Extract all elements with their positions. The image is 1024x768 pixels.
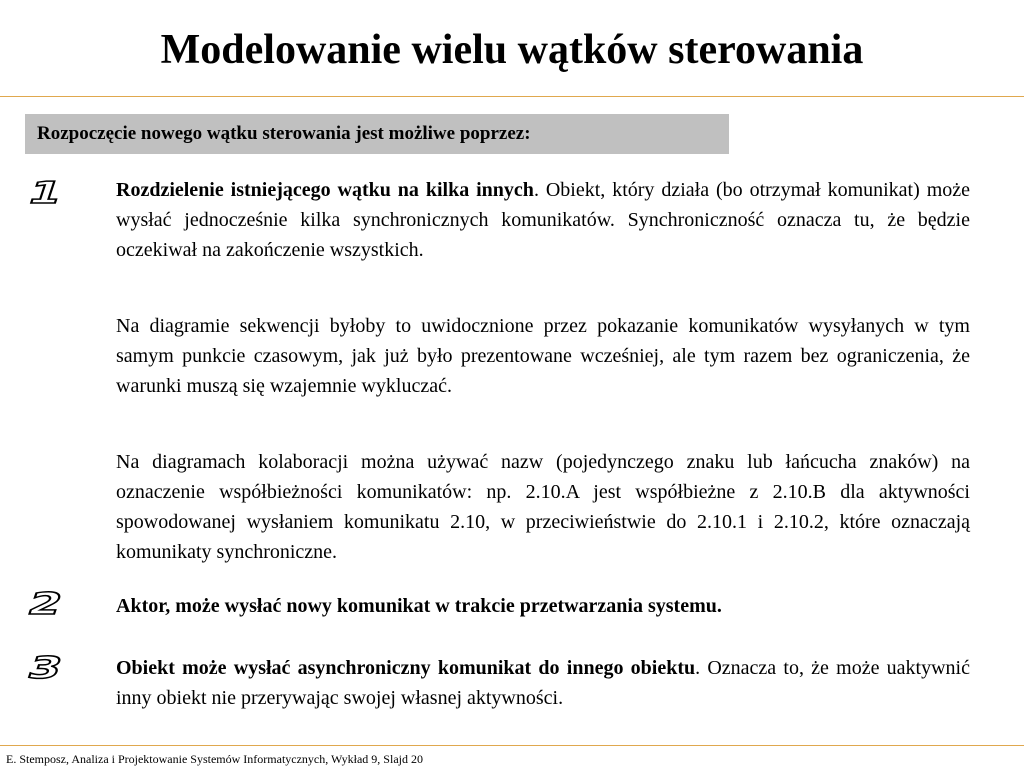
slide-footer: E. Stemposz, Analiza i Projektowanie Systemów Informatycznych, Wykład 9, Slajd 20 xyxy=(6,752,423,766)
item-number-1: 1 xyxy=(23,176,68,211)
item-number-3: 3 xyxy=(23,651,68,686)
item-1-bold: Rozdzielenie istniejącego wątku na kilka innych xyxy=(116,179,534,201)
title-divider xyxy=(0,96,1024,97)
footer-divider xyxy=(0,745,1024,746)
item-2-bold: Aktor, może wysłać nowy komunikat w trakcie przetwarzania systemu. xyxy=(116,595,722,617)
item-number-2: 2 xyxy=(23,587,68,622)
item-1-rest: . Obiekt, który działa (bo otrzymał komunikat) może wysłać jednocześnie kilka synchronicznych komunikatów. Synchroniczność oznacza tu, że będzie oczekiwał na zakończenie wszystkich. xyxy=(116,179,971,261)
paragraph-collaboration-diagram: Na diagramach kolaboracji można używać nazw (pojedynczego znaku lub łańcucha znaków) na oznaczenie współbieżności komunikatów: np. 2.10.A jest współbieżne z 2.10.B dla aktywności spowodowanej wysłaniem komunikatu 2.10, w przeciwieństwie do 2.10.1 i 2.10.2, które oznaczają komunikaty synchroniczne. xyxy=(116,451,970,563)
item-3-rest: . Oznacza to, że może uaktywnić inny obiekt nie przerywając swojej własnej aktywności. xyxy=(116,657,970,709)
item-3-text xyxy=(116,653,970,713)
item-1-text xyxy=(116,175,970,265)
slide-title: Modelowanie wielu wątków sterowania xyxy=(160,27,864,73)
paragraph-sequence-diagram: Na diagramie sekwencji byłoby to uwidocznione przez pokazanie komunikatów wysyłanych w tym samym punkcie czasowym, jak już było prezentowane wcześniej, ale tym razem bez ograniczenia, że warunki muszą się wzajemnie wykluczać. xyxy=(116,315,970,397)
item-3-bold: Obiekt może wysłać asynchroniczny komunikat do innego obiektu xyxy=(116,657,696,679)
subtitle-box: Rozpoczęcie nowego wątku sterowania jest możliwe poprzez: xyxy=(25,114,729,154)
item-2-text xyxy=(116,591,970,621)
